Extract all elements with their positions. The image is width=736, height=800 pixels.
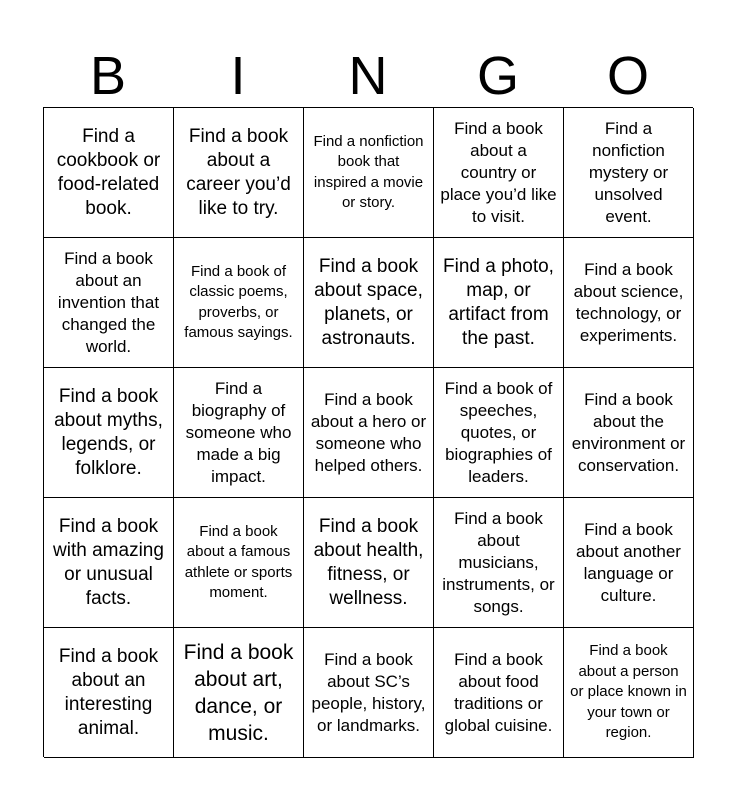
bingo-cell (44, 108, 174, 238)
bingo-cell (174, 108, 304, 238)
cell-text: Find a biography of someone who made a big impact. (185, 378, 292, 486)
cell-text: Find a nonfiction book that inspired a movie or story. (313, 132, 424, 211)
cell-text: Find a book about food traditions or global cuisine. (444, 649, 553, 735)
cell-text: Find a book about an invention that changed the world. (57, 248, 160, 356)
cell-text: Find a book about a career you’d like to try. (186, 125, 291, 219)
header-letter-o: O (606, 46, 649, 106)
header-letter-n: N (348, 46, 388, 106)
bingo-cell (174, 368, 304, 498)
bingo-cell (44, 368, 174, 498)
bingo-cell (174, 238, 304, 368)
bingo-cell (564, 498, 694, 628)
cell-text: Find a book about an interesting animal. (58, 645, 159, 739)
bingo-cell (304, 108, 434, 238)
bingo-header (43, 48, 693, 104)
cell-text: Find a book with amazing or unusual facts. (53, 515, 164, 609)
cell-text: Find a book about a country or place you’d like to visit. (440, 118, 557, 226)
bingo-cell (434, 238, 564, 368)
bingo-cell (304, 238, 434, 368)
bingo-cell (304, 498, 434, 628)
cell-text: Find a book about space, planets, or astronauts. (314, 255, 423, 349)
bingo-grid (43, 107, 693, 757)
cell-text: Find a book of speeches, quotes, or biographies of leaders. (444, 378, 553, 486)
cell-text: Find a book about science, technology, or experiments. (573, 259, 684, 345)
cell-text: Find a book about a person or place known in your town or region. (570, 642, 687, 742)
cell-text: Find a nonfiction mystery or unsolved event. (588, 118, 669, 226)
cell-text: Find a book about health, fitness, or wellness. (313, 515, 424, 609)
header-letter-i: I (230, 46, 246, 106)
header-letter-g: G (476, 46, 519, 106)
cell-text: Find a book about a hero or someone who helped others. (310, 389, 427, 475)
bingo-cell (564, 628, 694, 758)
bingo-cell (174, 628, 304, 758)
bingo-cell (304, 368, 434, 498)
bingo-cell (304, 628, 434, 758)
bingo-cell (174, 498, 304, 628)
cell-text: Find a book about art, dance, or music. (183, 640, 294, 745)
cell-text: Find a book of classic poems, proverbs, or famous sayings. (184, 262, 293, 341)
cell-text: Find a photo, map, or artifact from the past. (443, 255, 554, 349)
bingo-cell (44, 498, 174, 628)
bingo-cell (434, 628, 564, 758)
cell-text: Find a book about a famous athlete or sports moment. (184, 522, 293, 601)
bingo-cell (564, 368, 694, 498)
cell-text: Find a book about myths, legends, or folklore. (54, 385, 163, 479)
cell-text: Find a book about the environment or conservation. (571, 389, 686, 475)
header-letter-b: B (89, 46, 127, 106)
bingo-cell (44, 238, 174, 368)
bingo-cell (564, 108, 694, 238)
cell-text: Find a book about SC’s people, history, or landmarks. (311, 649, 426, 735)
cell-text: Find a book about musicians, instruments, or songs. (442, 508, 555, 616)
bingo-cell (434, 368, 564, 498)
bingo-cell (434, 498, 564, 628)
cell-text: Find a cookbook or food-related book. (56, 125, 161, 219)
bingo-cell (44, 628, 174, 758)
bingo-cell (434, 108, 564, 238)
bingo-cell (564, 238, 694, 368)
cell-text: Find a book about another language or culture. (576, 519, 681, 605)
